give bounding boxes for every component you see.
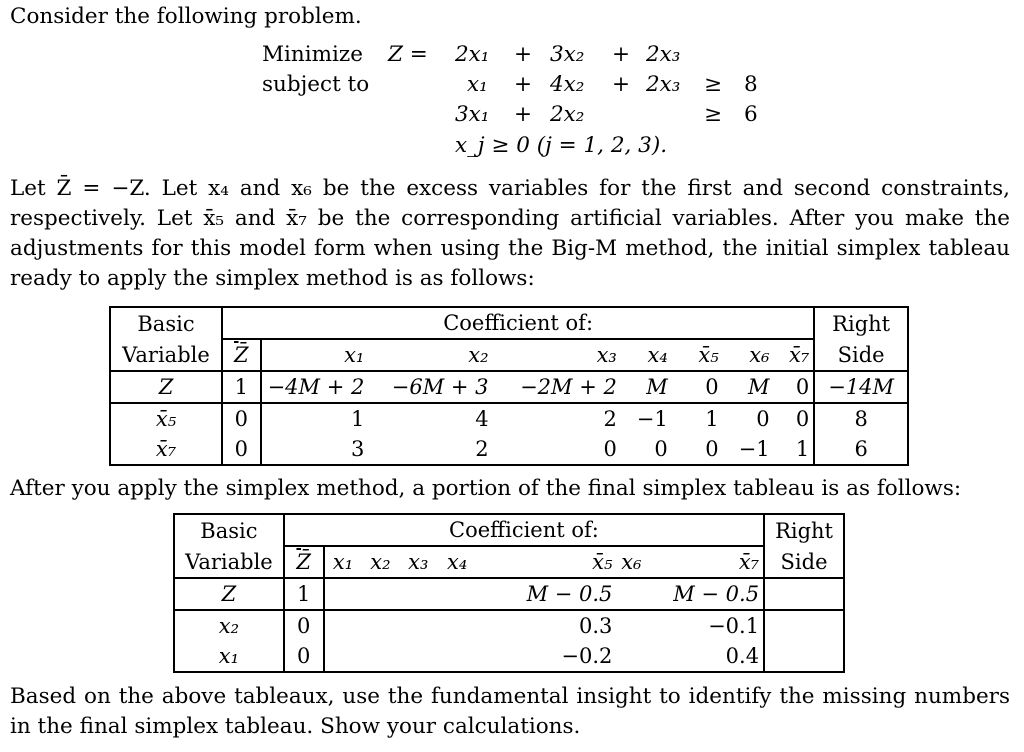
cell: M − 0.5: [646, 578, 764, 610]
plus-sign: +: [514, 72, 533, 97]
initial-tableau: [109, 306, 909, 466]
row-basic: x̄₇: [110, 434, 222, 465]
con1-rhs: 8: [744, 72, 758, 97]
paragraph-question: Based on the above tableaux, use the fundamental insight to identify the missing numbers in the final simplex tableau. Show your calculations.: [10, 684, 1010, 739]
con1-geq: ≥: [704, 72, 723, 97]
cell: 0.4: [725, 644, 760, 668]
con1-term-2: 4x₂: [550, 72, 585, 97]
obj-term-1: 2x₁: [455, 42, 490, 67]
cell: −1: [636, 407, 668, 431]
cell: 0: [222, 434, 261, 465]
col-header: x₃: [493, 339, 621, 371]
cell: −14M: [814, 371, 908, 403]
cell: 2: [475, 437, 489, 461]
cell: 0: [756, 407, 770, 431]
cell: −0.2: [561, 644, 613, 668]
col-header: x₆: [616, 546, 646, 578]
col-header: x₁: [324, 546, 362, 578]
header-variable: Variable: [110, 339, 222, 371]
cell: 1: [222, 371, 261, 403]
header-coefficient: Coefficient of:: [284, 514, 764, 546]
col-header: x̄₅: [672, 339, 723, 371]
table-row: [174, 641, 844, 672]
table-row: [110, 371, 908, 403]
cell: M − 0.5: [477, 578, 616, 610]
cell: M: [723, 371, 774, 403]
col-header: x̄₇: [774, 339, 815, 371]
header-right: Right: [814, 307, 908, 339]
cell: −1: [738, 437, 770, 461]
cell: 4: [475, 407, 489, 431]
cell-empty: [764, 578, 844, 610]
header-right: Right: [764, 514, 844, 546]
row-basic: x̄₅: [110, 403, 222, 434]
cell-empty: [764, 610, 844, 641]
row-basic: x₂: [174, 610, 284, 641]
paragraph-final: After you apply the simplex method, a portion of the final simplex tableau is as follows:: [10, 476, 962, 501]
cell-empty: [437, 578, 477, 610]
objective-lhs: Z =: [388, 42, 428, 67]
cell: 0.3: [579, 614, 613, 638]
cell: 0: [672, 371, 723, 403]
cell: 2: [603, 407, 617, 431]
header-side: Side: [814, 339, 908, 371]
row-basic: Z: [110, 371, 222, 403]
con1-term-3: 2x₃: [646, 72, 681, 97]
plus-sign: +: [612, 72, 631, 97]
row-basic: x₁: [174, 641, 284, 672]
cell-empty: [324, 578, 362, 610]
con1-term-1: x₁: [467, 72, 488, 97]
cell: 1: [284, 578, 324, 610]
cell-empty: [616, 578, 646, 610]
cell-empty: [361, 578, 399, 610]
obj-term-3: 2x₃: [646, 42, 681, 67]
cell: 0: [795, 407, 810, 431]
paragraph-setup: Let Z̄ = −Z. Let x₄ and x₆ be the excess variables for the first and second constraints, respectively. Let x̄₅ and x̄₇ be the corresponding artificial variables. After you make the adjustments for this model form when using the Big-M method, the initial simplex tableau ready to apply the simplex method is as follows:: [10, 176, 1010, 291]
col-header: x̄₅: [477, 546, 616, 578]
cell: 0: [222, 403, 261, 434]
plus-sign: +: [514, 42, 533, 67]
cell: −0.1: [708, 614, 760, 638]
cell: 0: [603, 437, 617, 461]
cell: 1: [705, 407, 719, 431]
col-header: x̄₇: [646, 546, 764, 578]
cell: 3: [350, 437, 365, 461]
subject-to-label: subject to: [262, 72, 370, 97]
cell: 0: [705, 437, 719, 461]
con2-term-2: 2x₂: [550, 102, 585, 127]
header-basic: Basic: [110, 307, 222, 339]
plus-sign: +: [612, 42, 631, 67]
minimize-label: Minimize: [262, 42, 363, 67]
table-row: [110, 434, 908, 465]
table-row: [174, 578, 844, 610]
cell: −4M + 2: [261, 371, 369, 403]
cell: −6M + 3: [368, 371, 492, 403]
header-side: Side: [764, 546, 844, 578]
cell-empty: [764, 641, 844, 672]
col-header: x₁: [261, 339, 369, 371]
cell: 1: [795, 437, 810, 461]
cell: 0: [284, 641, 324, 672]
plus-sign: +: [514, 102, 533, 127]
cell: M: [621, 371, 672, 403]
header-coefficient: Coefficient of:: [222, 307, 814, 339]
header-variable: Variable: [174, 546, 284, 578]
col-header: x₆: [723, 339, 774, 371]
cell: 0: [654, 437, 668, 461]
col-header: Z̄: [284, 546, 324, 578]
cell: 0: [774, 371, 815, 403]
cell: 6: [814, 434, 908, 465]
col-header: x₄: [437, 546, 477, 578]
cell: −2M + 2: [493, 371, 621, 403]
col-header: x₂: [368, 339, 492, 371]
con2-geq: ≥: [704, 102, 723, 127]
row-basic: Z: [174, 578, 284, 610]
cell: 1: [350, 407, 365, 431]
cell: 0: [284, 610, 324, 641]
col-header: x₃: [399, 546, 437, 578]
obj-term-2: 3x₂: [550, 42, 585, 67]
col-header: x₄: [621, 339, 672, 371]
con2-term-1: 3x₁: [455, 102, 490, 127]
col-header: Z̄: [222, 339, 261, 371]
table-row: [110, 403, 908, 434]
col-header: x₂: [361, 546, 399, 578]
intro-text: Consider the following problem.: [10, 4, 362, 29]
final-tableau: [173, 513, 845, 673]
nonnegativity: x_j ≥ 0 (j = 1, 2, 3).: [455, 133, 668, 158]
con2-rhs: 6: [744, 102, 758, 127]
header-basic: Basic: [174, 514, 284, 546]
cell: 8: [814, 403, 908, 434]
cell-empty: [399, 578, 437, 610]
table-row: [174, 610, 844, 641]
